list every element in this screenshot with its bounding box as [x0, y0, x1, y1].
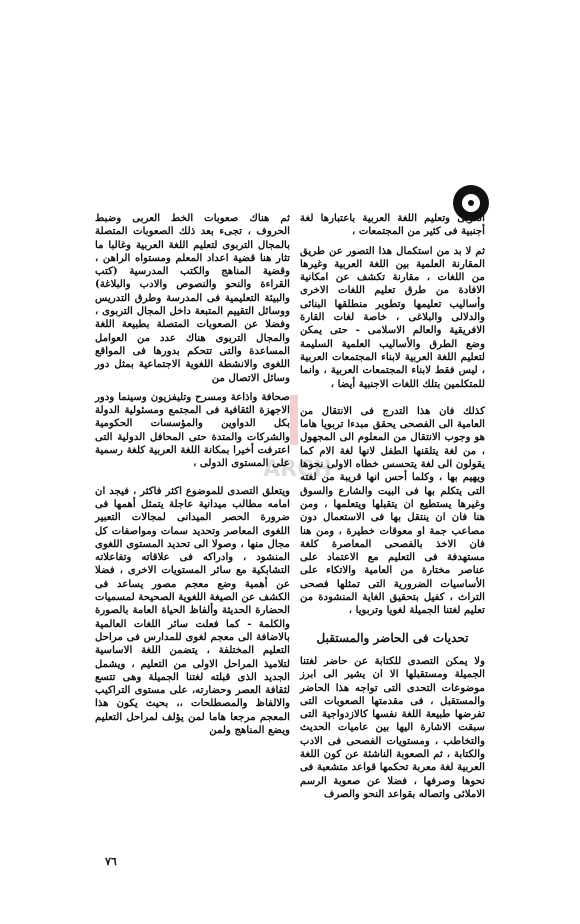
watermark-text: ARCH [263, 457, 332, 482]
right-column [300, 212, 485, 807]
section-heading: تحديات فى الحاضر والمستقبل [316, 630, 469, 645]
paragraph: كذلك فان هذا التدرج فى الانتقال من العامية الى الفصحى يحقق مبدءا تربويا هاما هو وجوب الانتقال من المعلوم الى المجهول ، من لغة يتلقنها الطفل لانها لغة الام كما يقولون الى لغة يتحسس خطاه الاولى نحوها ويهيم بها ، وكلما أحس انها قريبة من لغته التى يتكلم بها فى البيت والشارع والسوق وغيرها يستطيع ان يتقبلها ويتعلمها ، ومن هنا فان ان ينتقل بها فى الاستعمال دون مصاعب جمة او معوقات خطيرة ، ومن هنا فان الاخذ بالفصحى المعاصرة كلغة مستهدفة فى التعليم مع الاعتماد على عناصر مختارة من العامية والاتكاء على الأساسيات الضرورية التى تمثلها فصحى التراث ، كفيل بتحقيق الغاية المنشودة من تعليم لغتنا الجميلة لغويا وتربويا ، [300, 404, 485, 617]
page-number: ٧٦ [105, 855, 117, 868]
paragraph: ولا يمكن التصدى للكتابة عن حاضر لغتنا الجميلة ومستقبلها الا ان يشير الى ابرز موضوعات التحدى التى تواجه هذا الحاضر والمستقبل ، فى مقدمتها الصعوبات التى تفرضها طبيعة اللغة نفسها كالازدواجية التى سبقت الاشارة اليها بين عاميات الحديث والتخاطب ، ومستويات الفصحى فى الادب والكتابة ، ثم الصعوبة الناشئة عن كون اللغة العربية لغة معربة تحكمها قواعد متشعبة فى نحوها وصرفها ، فضلا عن صعوبة الرسم الاملائى واتصاله بقواعد النحو والصرف [300, 654, 485, 800]
paragraph: ثم لا بد من استكمال هذا التصور عن طريق المقارنة العلمية بين اللغة العربية وغيرها من اللغات ، مقارنة تكشف عن امكانية الافادة من طرق تعليم اللغات الاخرى وأساليب تعليمها وتطوير منطلقها البنائى والدلالى والبلاغى ، خاصة لغات القارة الافريقية والعالم الاسلامى - حتى يمكن وضع الطرق والأساليب العلمية السليمة لتعليم اللغة العربية لابناء المجتمعات العربية ، ليس فقط لابناء المجتمعات العربية ، وانما للمتكلمين بتلك اللغات الاجنبية أيضا ، [300, 244, 485, 390]
left-column [95, 212, 290, 743]
paragraph: صحافة واذاعة ومسرح وتليفزيون وسينما ودور الاجهزة الثقافية فى المجتمع ومسئولية الدولة بكل الدواوين والمؤسسات الحكومية والشركات والمتدة حتى المحافل الدولية التى اعترفت أخيرا بمكانة اللغة العربية كلغة رسمية على المستوى الدولى ، [95, 390, 290, 470]
paragraph: ويتعلق التصدى للموضوع اكثر فاكثر ، فيجد ان امامه مطالب ميدانية عاجلة يتمثل أهمها فى ضرورة الحصر الميدانى لمجالات التعبير اللغوى المعاصر وتحديد سمات ومواصفات كل مجال منها ، وصولا الى تحديد المستوى اللغوى المنشود ، وادراكه فى علاقاته وتفاعلاته التشابكية مع سائر المستويات الاخرى ، فضلا عن أهمية وضع معجم مصور يساعد فى الكشف عن الصيغة اللغوية الصحيحة لمسميات الحضارة الحديثة وألفاظ الحياة العامة بالصورة والكلمة - كما فعلت سائر اللغات العالمية بالاضافة الى معجم لغوى للمدارس فى مراحل التعليم المختلفة ، يتضمن اللغة الاساسية لتلاميذ المراحل الاولى من التعليم ، ويشمل الجديد الذى قبلته لغتنا الجميلة وهى تتسع لثقافة العصر وحضارته، على مستوى التراكيب والالفاظ والمصطلحات ،، بحيث يكون هذا المعجم مرجعا هاما لمن يؤلف لمراحل التعليم ويضع المناهج ولمن [95, 484, 290, 736]
paragraph: ثم هناك صعوبات الخط العربى وضبط الحروف ، تجىء بعد ذلك الصعوبات المتصلة بالمجال التربوى لتعليم اللغة العربية وغالبا ما تثار هنا قضية اعداد المعلم ومستواه الراهن ، وقضية المناهج والكتب المدرسية (كتب القراءة والنحو والنصوص والادب والبلاغة) والبيئة التعليمية فى المدرسة وطرق التدريس ووسائل التقييم المتبعة داخل المجال التربوى ، وفضلا عن الصعوبات المتصلة بطبيعة اللغة والمجال التربوى هناك عدد من العوامل المساعدة والتى تتحكم بدورها فى المواقع اللغوى والانشطة اللغوية الاجتماعية بمثل دور وسائل الاتصال من [95, 212, 290, 384]
paragraph: العربى وتعليم اللغة العربية باعتبارها لغة أجنبية فى كثير من المجتمعات ، [300, 212, 485, 238]
